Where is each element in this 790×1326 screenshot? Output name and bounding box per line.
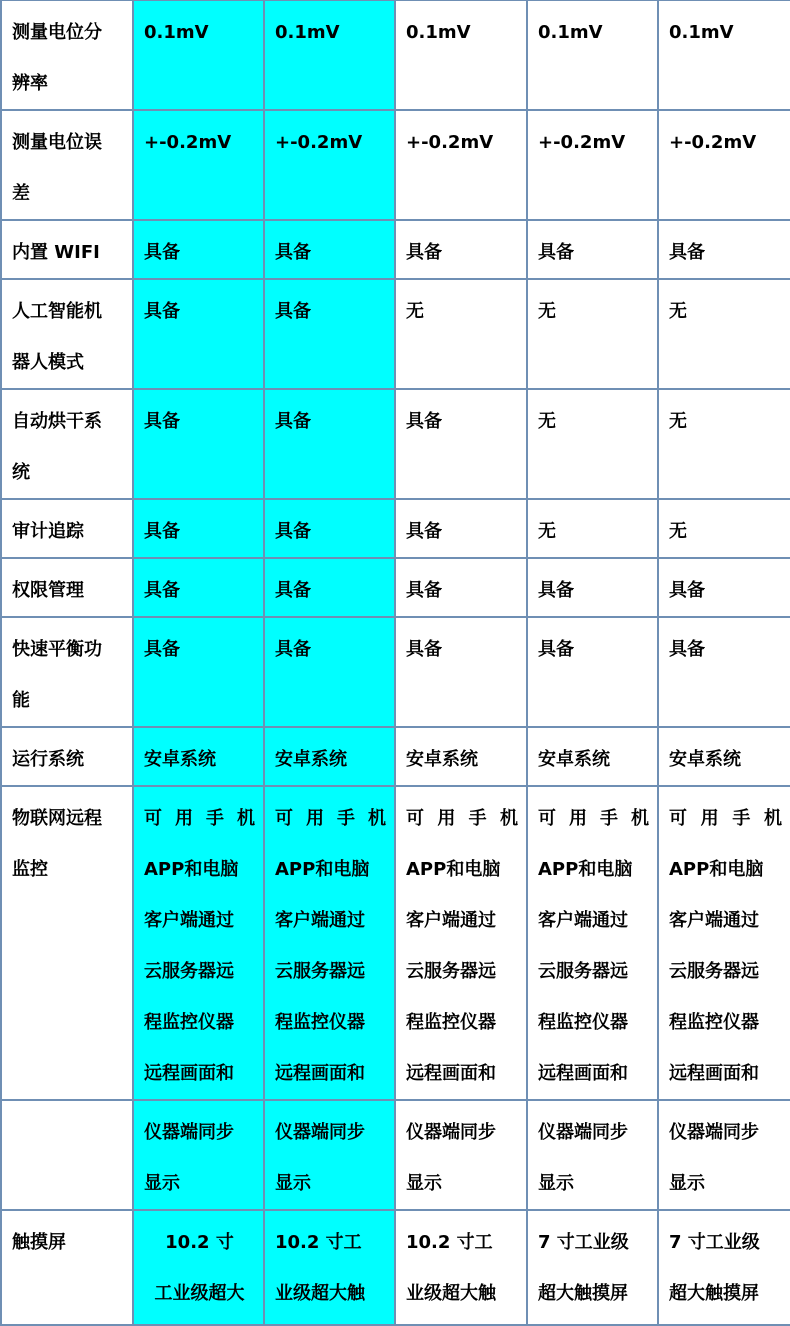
- value-line: 超大触摸屏: [538, 1283, 628, 1304]
- value-cell: [658, 1210, 790, 1325]
- value-line: 可用手机: [538, 808, 649, 829]
- value-line: 显示: [144, 1173, 180, 1194]
- value-cell: [527, 1100, 658, 1210]
- value-cell: [658, 389, 790, 499]
- value-cell: [527, 389, 658, 499]
- value-cell: [658, 558, 790, 617]
- value-cell: [264, 727, 395, 786]
- value-cell: [395, 558, 527, 617]
- value-line: 具备: [406, 242, 442, 263]
- value-cell: [264, 0, 395, 110]
- value-line: 具备: [144, 301, 180, 322]
- value-line: +-0.2mV: [144, 132, 232, 153]
- row-label-line: 物联网远程: [12, 808, 102, 829]
- row-label-line: 能: [12, 690, 30, 711]
- value-line: 客户端通过: [538, 910, 628, 931]
- row-label-cell: [1, 617, 133, 727]
- row-label-cell: [1, 1100, 133, 1210]
- value-cell: [527, 110, 658, 220]
- table-row: [1, 1210, 790, 1325]
- value-cell: [658, 0, 790, 110]
- value-line: 具备: [669, 639, 705, 660]
- value-line: 具备: [538, 242, 574, 263]
- value-line: 具备: [669, 580, 705, 601]
- value-line: 具备: [275, 639, 311, 660]
- value-cell: [527, 220, 658, 279]
- value-cell: [527, 786, 658, 1100]
- value-cell: [395, 617, 527, 727]
- value-line: 具备: [275, 242, 311, 263]
- value-line: +-0.2mV: [669, 132, 757, 153]
- value-line: 远程画面和: [275, 1063, 365, 1084]
- row-label-line: 监控: [12, 859, 48, 880]
- value-cell: [658, 617, 790, 727]
- value-cell: [133, 110, 264, 220]
- row-label-line: 测量电位分: [12, 22, 102, 43]
- value-cell: [395, 1100, 527, 1210]
- value-cell: [133, 1210, 264, 1325]
- value-line: 远程画面和: [406, 1063, 496, 1084]
- value-line: 客户端通过: [275, 910, 365, 931]
- value-line: 7 寸工业级: [669, 1232, 760, 1253]
- value-line: 仪器端同步: [144, 1122, 234, 1143]
- value-cell: [658, 110, 790, 220]
- table-row: [1, 1100, 790, 1210]
- value-line: 具备: [275, 411, 311, 432]
- value-line: 可用手机: [144, 808, 255, 829]
- table-row: [1, 558, 790, 617]
- value-line: 具备: [275, 301, 311, 322]
- row-label-cell: [1, 786, 133, 1100]
- table-row: [1, 617, 790, 727]
- row-label-cell: [1, 499, 133, 558]
- value-cell: [527, 0, 658, 110]
- value-line: 10.2 寸工: [406, 1232, 493, 1253]
- row-label-line: 触摸屏: [12, 1232, 66, 1253]
- row-label-cell: [1, 727, 133, 786]
- value-line: 无: [538, 521, 556, 542]
- value-line: 远程画面和: [538, 1063, 628, 1084]
- value-cell: [395, 220, 527, 279]
- value-line: 具备: [144, 639, 180, 660]
- value-line: 云服务器远: [669, 961, 759, 982]
- value-cell: [133, 558, 264, 617]
- value-line: 0.1mV: [406, 22, 471, 43]
- value-line: 云服务器远: [275, 961, 365, 982]
- row-label-line: 差: [12, 183, 30, 204]
- value-cell: [658, 499, 790, 558]
- value-line: 云服务器远: [538, 961, 628, 982]
- value-line: 0.1mV: [538, 22, 603, 43]
- value-line: 程监控仪器: [538, 1012, 628, 1033]
- value-line: 可用手机: [406, 808, 518, 829]
- value-line: 安卓系统: [275, 749, 347, 770]
- table-row: [1, 727, 790, 786]
- table-row: [1, 786, 790, 1100]
- value-line: 业级超大触: [275, 1283, 365, 1304]
- value-line: 具备: [144, 580, 180, 601]
- row-label-line: 测量电位误: [12, 132, 102, 153]
- value-cell: [133, 0, 264, 110]
- value-line: 仪器端同步: [275, 1122, 365, 1143]
- value-cell: [395, 499, 527, 558]
- value-cell: [133, 1100, 264, 1210]
- value-line: 显示: [406, 1173, 442, 1194]
- value-line: 0.1mV: [144, 22, 209, 43]
- value-line: 可用手机: [669, 808, 782, 829]
- value-line: 工业级超大: [154, 1283, 245, 1304]
- value-line: 安卓系统: [144, 749, 216, 770]
- value-cell: [133, 389, 264, 499]
- table-row: [1, 389, 790, 499]
- value-cell: [133, 220, 264, 279]
- value-line: 程监控仪器: [406, 1012, 496, 1033]
- value-line: 无: [669, 411, 687, 432]
- value-line: 具备: [144, 242, 180, 263]
- value-line: 无: [669, 301, 687, 322]
- row-label-cell: [1, 279, 133, 389]
- value-cell: [395, 279, 527, 389]
- value-line: 7 寸工业级: [538, 1232, 629, 1253]
- value-line: 云服务器远: [406, 961, 496, 982]
- value-line: 远程画面和: [144, 1063, 234, 1084]
- value-cell: [658, 1100, 790, 1210]
- table-row: [1, 110, 790, 220]
- value-line: 具备: [538, 580, 574, 601]
- value-line: 10.2 寸: [165, 1232, 234, 1253]
- table-row: [1, 279, 790, 389]
- value-line: 安卓系统: [406, 749, 478, 770]
- value-line: 云服务器远: [144, 961, 234, 982]
- value-line: +-0.2mV: [406, 132, 494, 153]
- value-cell: [527, 1210, 658, 1325]
- value-cell: [264, 220, 395, 279]
- value-line: 具备: [406, 580, 442, 601]
- value-cell: [264, 1100, 395, 1210]
- value-cell: [133, 727, 264, 786]
- row-label-line: 器人模式: [12, 352, 84, 373]
- value-line: 超大触摸屏: [669, 1283, 759, 1304]
- value-cell: [527, 727, 658, 786]
- value-line: APP和电脑: [275, 859, 370, 880]
- row-label-cell: [1, 558, 133, 617]
- value-line: 无: [538, 301, 556, 322]
- table-row: [1, 0, 790, 110]
- row-label-cell: [1, 1210, 133, 1325]
- row-label-cell: [1, 220, 133, 279]
- value-cell: [395, 1210, 527, 1325]
- value-cell: [133, 499, 264, 558]
- value-line: 具备: [275, 580, 311, 601]
- value-line: 仪器端同步: [669, 1122, 759, 1143]
- value-cell: [527, 617, 658, 727]
- value-line: 安卓系统: [538, 749, 610, 770]
- value-cell: [264, 617, 395, 727]
- row-label-line: 内置 WIFI: [12, 242, 100, 263]
- row-label-line: 审计追踪: [12, 521, 84, 542]
- row-label-line: 快速平衡功: [12, 639, 102, 660]
- value-line: 具备: [669, 242, 705, 263]
- row-label-line: 辨率: [12, 73, 48, 94]
- value-line: 安卓系统: [669, 749, 741, 770]
- value-line: +-0.2mV: [538, 132, 626, 153]
- value-line: 具备: [406, 411, 442, 432]
- value-cell: [264, 110, 395, 220]
- value-cell: [264, 499, 395, 558]
- table-row: [1, 220, 790, 279]
- value-cell: [264, 786, 395, 1100]
- value-line: 客户端通过: [669, 910, 759, 931]
- value-line: 业级超大触: [406, 1283, 496, 1304]
- row-label-line: 自动烘干系: [12, 411, 102, 432]
- value-cell: [527, 558, 658, 617]
- row-label-line: 权限管理: [12, 580, 84, 601]
- value-cell: [527, 279, 658, 389]
- row-label-cell: [1, 110, 133, 220]
- row-label-line: 运行系统: [12, 749, 84, 770]
- value-cell: [527, 499, 658, 558]
- row-label-line: 统: [12, 462, 30, 483]
- value-line: 仪器端同步: [538, 1122, 628, 1143]
- value-cell: [395, 727, 527, 786]
- table-row: [1, 499, 790, 558]
- value-cell: [395, 0, 527, 110]
- row-label-cell: [1, 0, 133, 110]
- value-line: 程监控仪器: [144, 1012, 234, 1033]
- value-cell: [395, 786, 527, 1100]
- value-line: 程监控仪器: [275, 1012, 365, 1033]
- value-line: +-0.2mV: [275, 132, 363, 153]
- value-line: APP和电脑: [669, 859, 764, 880]
- value-line: APP和电脑: [144, 859, 239, 880]
- value-line: 具备: [144, 411, 180, 432]
- value-line: 无: [406, 301, 424, 322]
- value-line: 具备: [406, 521, 442, 542]
- value-cell: [264, 558, 395, 617]
- value-cell: [658, 786, 790, 1100]
- value-line: APP和电脑: [538, 859, 633, 880]
- row-label-cell: [1, 389, 133, 499]
- value-cell: [133, 279, 264, 389]
- value-line: 具备: [144, 521, 180, 542]
- value-line: 10.2 寸工: [275, 1232, 362, 1253]
- value-cell: [658, 220, 790, 279]
- value-cell: [658, 727, 790, 786]
- value-line: 具备: [275, 521, 311, 542]
- value-line: 程监控仪器: [669, 1012, 759, 1033]
- value-line: 0.1mV: [275, 22, 340, 43]
- value-cell: [395, 110, 527, 220]
- value-line: 具备: [406, 639, 442, 660]
- row-label-line: 人工智能机: [12, 301, 102, 322]
- value-cell: [264, 1210, 395, 1325]
- value-line: 显示: [275, 1173, 311, 1194]
- value-line: 远程画面和: [669, 1063, 759, 1084]
- spec-table-body: [1, 0, 790, 1325]
- value-cell: [133, 786, 264, 1100]
- value-line: 具备: [538, 639, 574, 660]
- value-line: 显示: [669, 1173, 705, 1194]
- value-line: 无: [538, 411, 556, 432]
- value-line: 显示: [538, 1173, 574, 1194]
- value-line: 客户端通过: [144, 910, 234, 931]
- value-line: 客户端通过: [406, 910, 496, 931]
- value-line: 无: [669, 521, 687, 542]
- value-cell: [133, 617, 264, 727]
- value-cell: [658, 279, 790, 389]
- value-line: 0.1mV: [669, 22, 734, 43]
- value-cell: [264, 279, 395, 389]
- value-line: 仪器端同步: [406, 1122, 496, 1143]
- value-cell: [395, 389, 527, 499]
- value-line: 可用手机: [275, 808, 386, 829]
- value-cell: [264, 389, 395, 499]
- value-line: APP和电脑: [406, 859, 501, 880]
